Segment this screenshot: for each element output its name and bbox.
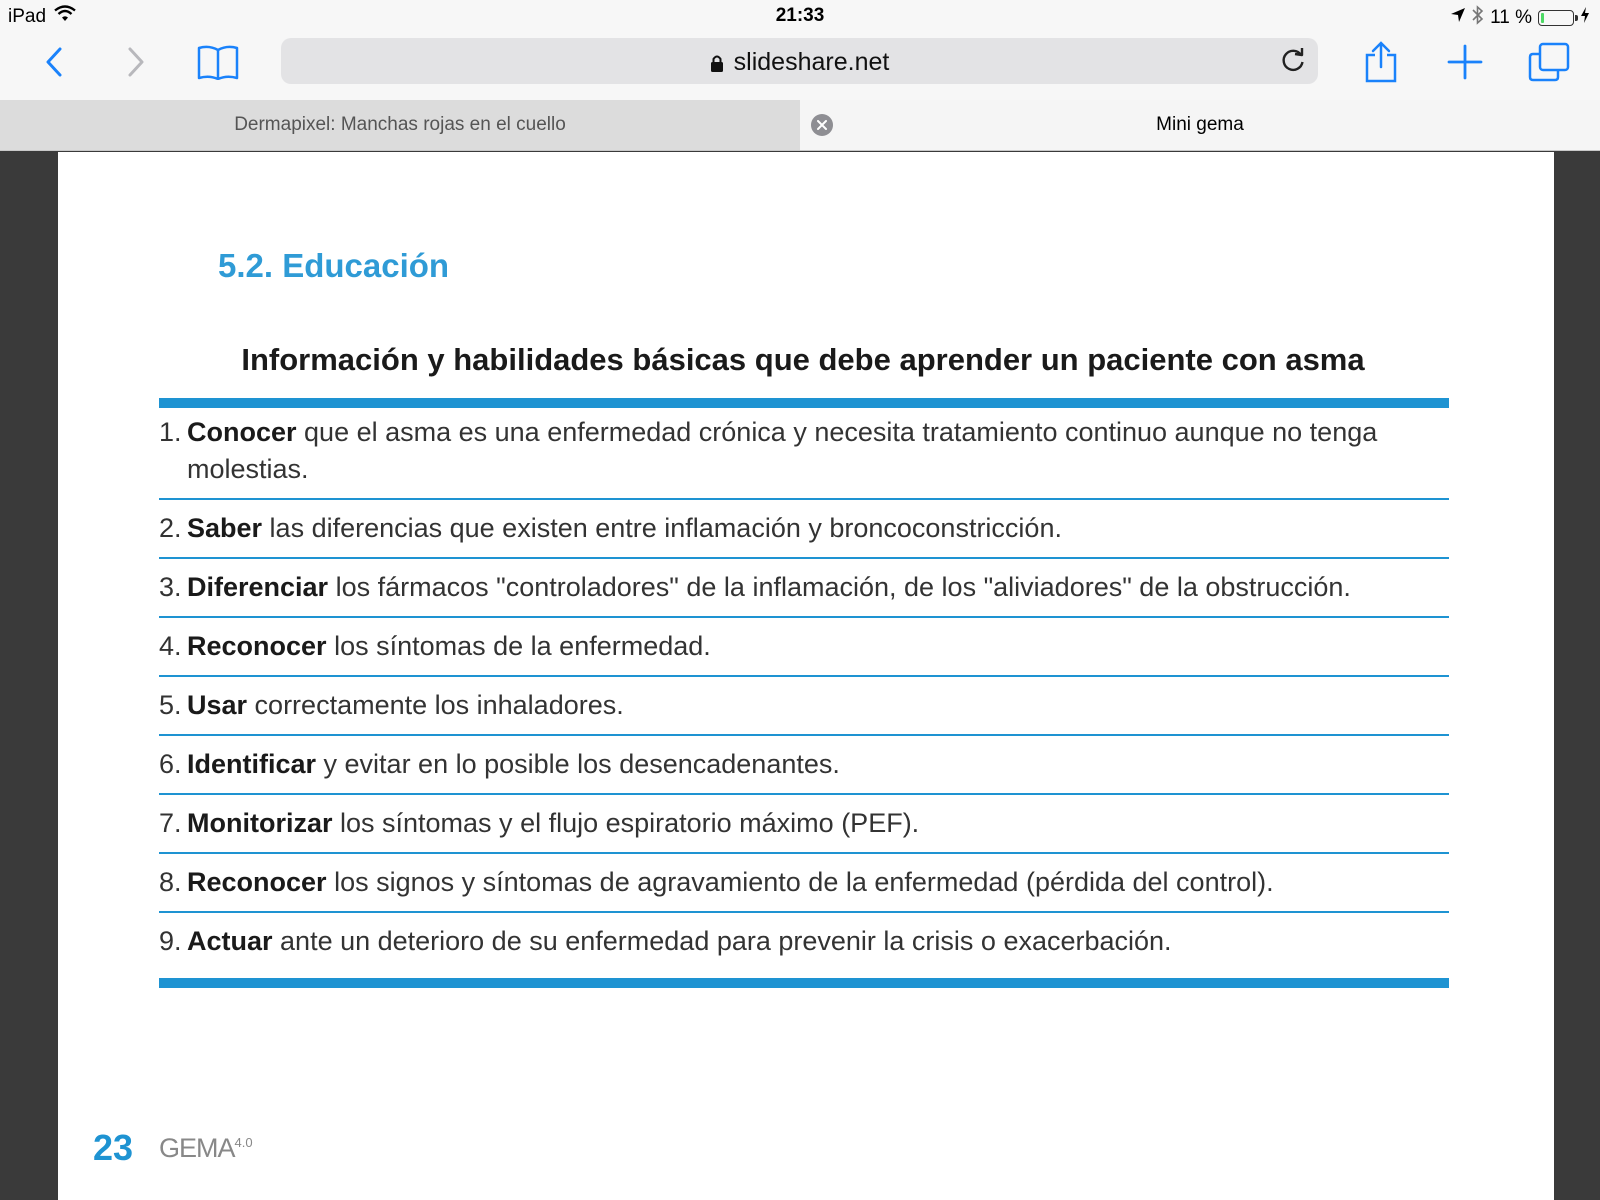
item-text: correctamente los inhaladores.	[247, 690, 624, 720]
reload-icon[interactable]	[1280, 47, 1306, 78]
device-label: iPad	[8, 6, 47, 27]
list-item	[159, 618, 1449, 677]
item-verb: Usar	[187, 690, 248, 720]
section-title: 5.2. Educación	[218, 247, 450, 284]
item-number: 7.	[159, 808, 182, 838]
item-number: 5.	[159, 690, 182, 720]
battery-level	[1541, 13, 1544, 23]
battery-percent: 11 %	[1490, 7, 1532, 28]
page-number: 23	[93, 1127, 134, 1168]
status-bar	[0, 0, 1600, 34]
item-number: 3.	[159, 572, 182, 602]
item-number: 6.	[159, 749, 182, 779]
list-item	[159, 913, 1449, 970]
item-verb: Monitorizar	[187, 808, 333, 838]
list-item	[159, 736, 1449, 795]
share-icon[interactable]	[1359, 40, 1403, 84]
list-item	[159, 404, 1449, 500]
item-number: 2.	[159, 513, 182, 543]
tab-dermapixel[interactable]	[0, 100, 800, 150]
item-text: las diferencias que existen entre inflamación y broncoconstricción.	[262, 513, 1062, 543]
item-text: ante un deterioro de su enfermedad para prevenir la crisis o exacerbación.	[272, 926, 1172, 956]
item-verb: Saber	[187, 513, 263, 543]
item-number: 8.	[159, 867, 182, 897]
tab-mini-gema[interactable]	[800, 100, 1600, 150]
brand-version: 4.0	[234, 1135, 253, 1150]
battery-icon	[1538, 10, 1574, 26]
list-item	[159, 854, 1449, 913]
item-verb: Conocer	[187, 417, 297, 447]
item-number: 1.	[159, 417, 182, 447]
browser-toolbar	[0, 34, 1600, 100]
document-page	[58, 152, 1554, 1200]
item-text: que el asma es una enfermedad crónica y necesita tratamiento continuo aunque no tenga molestias.	[187, 417, 1378, 484]
bookmarks-icon[interactable]	[196, 40, 240, 84]
charging-icon	[1580, 7, 1590, 29]
url-text: slideshare.net	[733, 48, 890, 76]
brand-name: GEMA	[159, 1133, 235, 1163]
bluetooth-icon	[1472, 5, 1484, 31]
new-tab-icon[interactable]	[1443, 40, 1487, 84]
lock-icon	[710, 50, 724, 79]
location-icon	[1450, 7, 1466, 29]
list-item	[159, 795, 1449, 854]
education-list	[159, 404, 1449, 970]
list-item	[159, 677, 1449, 736]
item-number: 9.	[159, 926, 182, 956]
item-text: los signos y síntomas de agravamiento de la enfermedad (pérdida del control).	[326, 867, 1274, 897]
item-text: los síntomas y el flujo espiratorio máximo (PEF).	[332, 808, 920, 838]
table-title: Información y habilidades básicas que debe aprender un paciente con asma	[241, 342, 1365, 377]
item-text: y evitar en lo posible los desencadenantes.	[316, 749, 840, 779]
item-text: los fármacos "controladores" de la inflamación, de los "aliviadores" de la obstrucción.	[328, 572, 1351, 602]
close-icon[interactable]	[811, 114, 833, 136]
tabs-icon[interactable]	[1527, 40, 1571, 84]
brand-footer	[159, 1133, 253, 1164]
item-text: los síntomas de la enfermedad.	[326, 631, 711, 661]
forward-icon[interactable]	[114, 40, 158, 84]
tab-label: Mini gema	[1156, 114, 1244, 135]
back-icon[interactable]	[32, 40, 76, 84]
status-right	[1450, 5, 1590, 31]
address-bar[interactable]	[281, 38, 1318, 84]
item-number: 4.	[159, 631, 182, 661]
item-verb: Diferenciar	[187, 572, 329, 602]
table-bottom-rule	[159, 978, 1449, 988]
item-verb: Identificar	[187, 749, 317, 779]
url-display[interactable]	[281, 48, 1318, 79]
tab-bar	[0, 100, 1600, 151]
list-item	[159, 559, 1449, 618]
item-verb: Reconocer	[187, 631, 327, 661]
tab-label: Dermapixel: Manchas rojas en el cuello	[234, 114, 566, 135]
item-verb: Reconocer	[187, 867, 327, 897]
item-verb: Actuar	[187, 926, 273, 956]
clock: 21:33	[775, 5, 825, 26]
list-item	[159, 500, 1449, 559]
